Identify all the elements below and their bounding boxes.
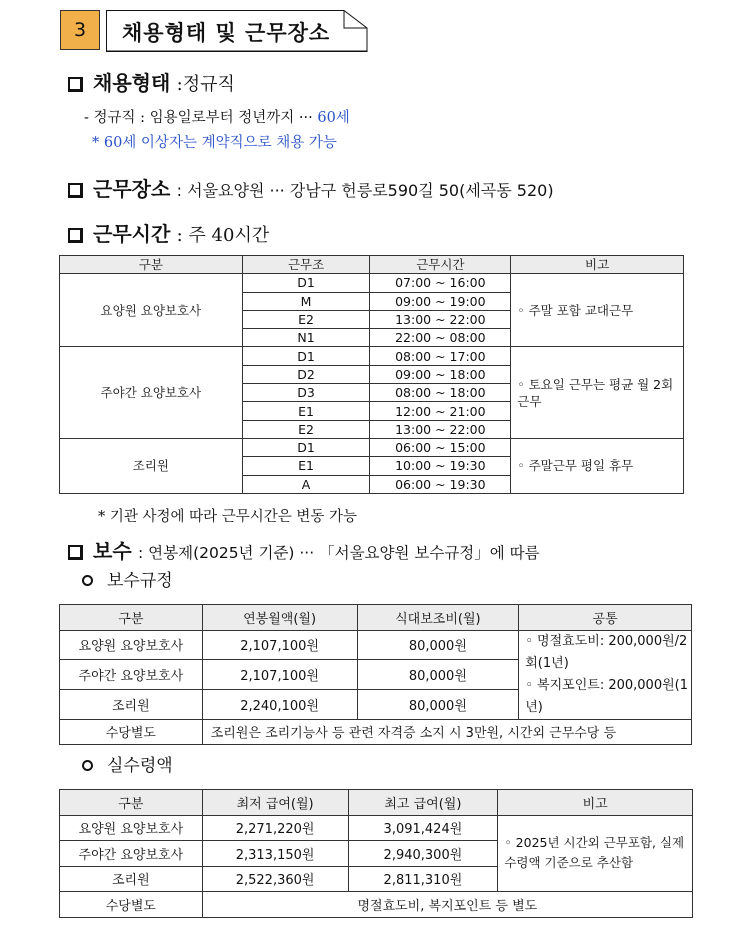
table-row: [60, 630, 692, 660]
shift-code: D3: [242, 384, 370, 402]
pay-rules-title: 보수규정: [107, 571, 173, 591]
shift-code: D1: [242, 274, 370, 292]
shift-hours: 08:00 ~ 18:00: [370, 384, 511, 402]
shift-hours: 13:00 ~ 22:00: [370, 310, 511, 328]
shift-hours: 22:00 ~ 08:00: [370, 329, 511, 347]
max-pay: 2,940,300원: [348, 841, 498, 867]
employment-line2: * 60세 이상자는 계약직으로 채용 가능: [92, 135, 337, 151]
net-title: 실수령액: [107, 756, 173, 776]
circle-bullet-icon: [82, 575, 93, 586]
category: 조리원: [60, 866, 203, 892]
min-pay: 2,522,360원: [202, 866, 348, 892]
min-pay: 2,271,220원: [202, 815, 348, 841]
pay-heading-row: [68, 535, 540, 564]
shift-code: D1: [242, 347, 370, 365]
net-note: ◦ 2025년 시간외 근무포함, 실제 수령액 기준으로 추산함: [498, 815, 693, 892]
worktime-heading: 근무시간: [93, 222, 171, 246]
group-note: ◦ 주말 포함 교대근무: [511, 274, 684, 347]
th-max-pay: 최고 급여(월): [348, 790, 498, 816]
th-category: 구분: [60, 790, 203, 816]
employment-heading-row: [68, 67, 235, 96]
shift-code: D1: [242, 438, 370, 456]
shift-code: E1: [242, 402, 370, 420]
section-title: 채용형태 및 근무장소: [122, 21, 331, 45]
common-benefit: ◦ 복지포인트: 200,000원(1년): [525, 677, 688, 715]
group-name: 주야간 요양보호사: [60, 347, 243, 438]
pay-heading: 보수: [93, 539, 132, 563]
th-category: 구분: [60, 256, 243, 274]
common-benefits: [519, 630, 692, 719]
pay-rules-title-row: [82, 566, 173, 591]
meal-allowance: 80,000원: [357, 689, 519, 719]
shift-hours: 06:00 ~ 15:00: [370, 438, 511, 456]
table-row: [60, 719, 692, 745]
th-note: 비고: [511, 256, 684, 274]
group-note: ◦ 토요일 근무는 평균 월 2회 근무: [511, 347, 684, 438]
circle-bullet-icon: [82, 760, 93, 771]
shift-code: E2: [242, 420, 370, 438]
shift-code: D2: [242, 365, 370, 383]
pay-rules-table: [59, 604, 692, 745]
worktime-table: [59, 255, 684, 494]
shift-code: A: [242, 475, 370, 493]
category: 주야간 요양보호사: [60, 841, 203, 867]
table-row: [60, 892, 693, 918]
shift-hours: 12:00 ~ 21:00: [370, 402, 511, 420]
meal-allowance: 80,000원: [357, 630, 519, 660]
section-number: 3: [60, 10, 100, 50]
shift-hours: 13:00 ~ 22:00: [370, 420, 511, 438]
checkbox-square-icon: [68, 77, 83, 92]
common-benefit: ◦ 명절효도비: 200,000원/2회(1년): [525, 633, 688, 671]
salary: 2,107,100원: [202, 660, 357, 690]
group-name: 요양원 요양보호사: [60, 274, 243, 347]
shift-hours: 06:00 ~ 19:30: [370, 475, 511, 493]
net-title-row: [82, 751, 173, 776]
checkbox-square-icon: [68, 228, 83, 243]
employment-heading: 채용형태: [93, 71, 171, 95]
th-note: 비고: [498, 790, 693, 816]
shift-code: M: [242, 292, 370, 310]
category: 요양원 요양보호사: [60, 630, 203, 660]
shift-code: E2: [242, 310, 370, 328]
salary: 2,107,100원: [202, 630, 357, 660]
group-name: 조리원: [60, 438, 243, 493]
pay-value: : 연봉제(2025년 기준) ··· 「서울요양원 보수규정」에 따름: [138, 544, 540, 562]
table-row: [60, 815, 693, 841]
category: 조리원: [60, 689, 203, 719]
th-common: 공통: [519, 605, 692, 631]
th-min-pay: 최저 급여(월): [202, 790, 348, 816]
shift-hours: 10:00 ~ 19:30: [370, 457, 511, 475]
workplace-heading-row: [68, 173, 554, 202]
th-meal: 식대보조비(월): [357, 605, 519, 631]
allowance-text: 명절효도비, 복지포인트 등 별도: [202, 892, 692, 918]
employment-line1-text: - 정규직 : 임용일로부터 정년까지 ···: [84, 110, 318, 126]
employment-line1: [84, 106, 350, 127]
worktime-value: : 주 40시간: [176, 225, 270, 246]
table-row: [60, 347, 684, 365]
th-category: 구분: [60, 605, 203, 631]
workplace-heading: 근무장소: [93, 177, 171, 201]
section-title-box: [106, 10, 366, 50]
max-pay: 3,091,424원: [348, 815, 498, 841]
salary: 2,240,100원: [202, 689, 357, 719]
max-pay: 2,811,310원: [348, 866, 498, 892]
allowance-text: 조리원은 조리기능사 등 관련 자격증 소지 시 3만원, 시간외 근무수당 등: [202, 719, 691, 745]
table-row: [60, 438, 684, 456]
retirement-age: 60세: [317, 110, 350, 126]
shift-hours: 09:00 ~ 19:00: [370, 292, 511, 310]
checkbox-square-icon: [68, 183, 83, 198]
shift-hours: 09:00 ~ 18:00: [370, 365, 511, 383]
shift-code: E1: [242, 457, 370, 475]
th-salary: 연봉월액(월): [202, 605, 357, 631]
group-note: ◦ 주말근무 평일 휴무: [511, 438, 684, 493]
th-hours: 근무시간: [370, 256, 511, 274]
shift-code: N1: [242, 329, 370, 347]
worktime-heading-row: [68, 218, 269, 247]
table-row: [60, 274, 684, 292]
employment-value: :정규직: [176, 74, 235, 95]
min-pay: 2,313,150원: [202, 841, 348, 867]
worktime-footnote: * 기관 사정에 따라 근무시간은 변동 가능: [98, 509, 358, 525]
allowance-label: 수당별도: [60, 892, 203, 918]
category: 주야간 요양보호사: [60, 660, 203, 690]
workplace-value: : 서울요양원 ··· 강남구 헌릉로590길 50(세곡동 520): [176, 181, 554, 200]
shift-hours: 08:00 ~ 17:00: [370, 347, 511, 365]
checkbox-square-icon: [68, 545, 83, 560]
shift-hours: 07:00 ~ 16:00: [370, 274, 511, 292]
meal-allowance: 80,000원: [357, 660, 519, 690]
th-shift: 근무조: [242, 256, 370, 274]
category: 요양원 요양보호사: [60, 815, 203, 841]
net-pay-table: [59, 789, 693, 918]
allowance-label: 수당별도: [60, 719, 203, 745]
